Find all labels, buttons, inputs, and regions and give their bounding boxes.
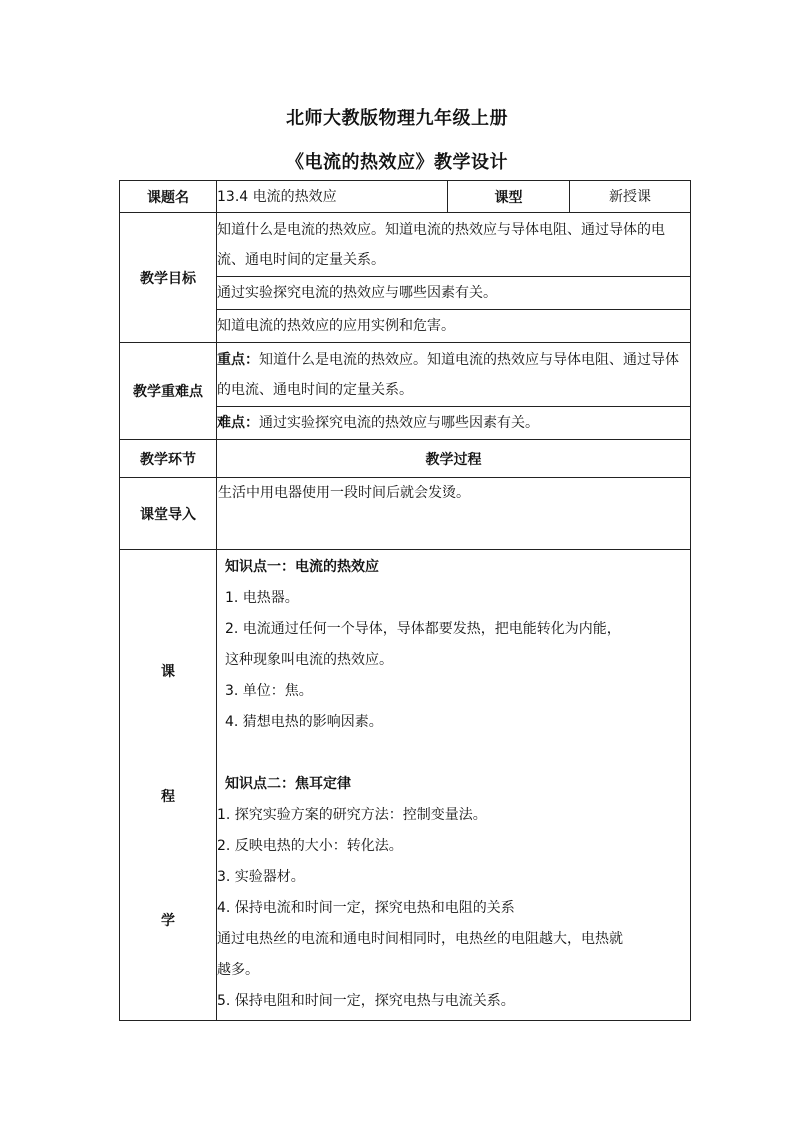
key-points-label: 教学重难点 [120, 343, 217, 440]
lesson-label [120, 550, 217, 1021]
blank-line [217, 738, 690, 769]
goal-item: 通过实验探究电流的热效应与哪些因素有关。 [217, 277, 691, 310]
process-label: 教学过程 [217, 440, 691, 478]
diff-text: 通过实验探究电流的热效应与哪些因素有关。 [259, 415, 539, 431]
topic-value: 13.4 电流的热效应 [217, 181, 448, 213]
lesson-label-char: 课 [161, 664, 175, 680]
process-line: 这种现象叫电流的热效应。 [225, 652, 393, 668]
goals-label: 教学目标 [120, 213, 217, 343]
goals-row [120, 213, 691, 277]
process-content [217, 550, 691, 1021]
key-prefix: 重点： [217, 351, 259, 368]
process-line: 1. 电热器。 [225, 590, 299, 606]
process-line: 5. 保持电阻和时间一定，探究电热与电流关系。 [217, 993, 515, 1009]
process-line: 越多。 [217, 962, 259, 978]
section-header-row [120, 440, 691, 478]
document-subtitle: 《电流的热效应》教学设计 [286, 152, 508, 173]
key-points-row [120, 343, 691, 407]
lesson-label-char: 程 [161, 789, 175, 805]
process-line: 2. 反映电热的大小：转化法。 [217, 838, 403, 854]
process-line: 2. 电流通过任何一个导体，导体都要发热，把电能转化为内能， [225, 621, 621, 637]
goal-item: 知道电流的热效应的应用实例和危害。 [217, 310, 691, 343]
intro-label: 课堂导入 [120, 478, 217, 550]
type-value: 新授课 [570, 181, 691, 213]
goal-item: 知道什么是电流的热效应。知道电流的热效应与导体电阻、通过导体的电流、通电时间的定量关系。 [217, 213, 691, 277]
document-title: 北师大教版物理九年级上册 [286, 108, 508, 129]
lesson-row [120, 550, 691, 1021]
intro-row [120, 478, 691, 550]
intro-text: 生活中用电器使用一段时间后就会发烫。 [217, 478, 691, 550]
lesson-plan-table [119, 180, 691, 1021]
process-line: 1. 探究实验方案的研究方法：控制变量法。 [217, 807, 487, 823]
key-text: 知道什么是电流的热效应。知道电流的热效应与导体电阻、通过导体的电流、通电时间的定量关系。 [217, 351, 679, 398]
process-line: 通过电热丝的电流和通电时间相同时，电热丝的电阻越大，电热就 [217, 931, 623, 947]
topic-label: 课题名 [120, 181, 217, 213]
topic-row [120, 181, 691, 213]
step-label: 教学环节 [120, 440, 217, 478]
knowledge-point-heading: 知识点一：电流的热效应 [225, 559, 379, 575]
process-line: 3. 单位：焦。 [225, 683, 313, 699]
type-label: 课型 [448, 181, 570, 213]
process-line: 4. 猜想电热的影响因素。 [225, 714, 383, 730]
difficult-point [217, 407, 691, 440]
lesson-label-char: 学 [161, 913, 175, 929]
process-line: 3. 实验器材。 [217, 869, 305, 885]
process-line: 4. 保持电流和时间一定，探究电热和电阻的关系 [217, 900, 515, 916]
knowledge-point-heading: 知识点二：焦耳定律 [225, 776, 351, 792]
diff-prefix: 难点： [217, 415, 259, 431]
key-point [217, 343, 691, 407]
